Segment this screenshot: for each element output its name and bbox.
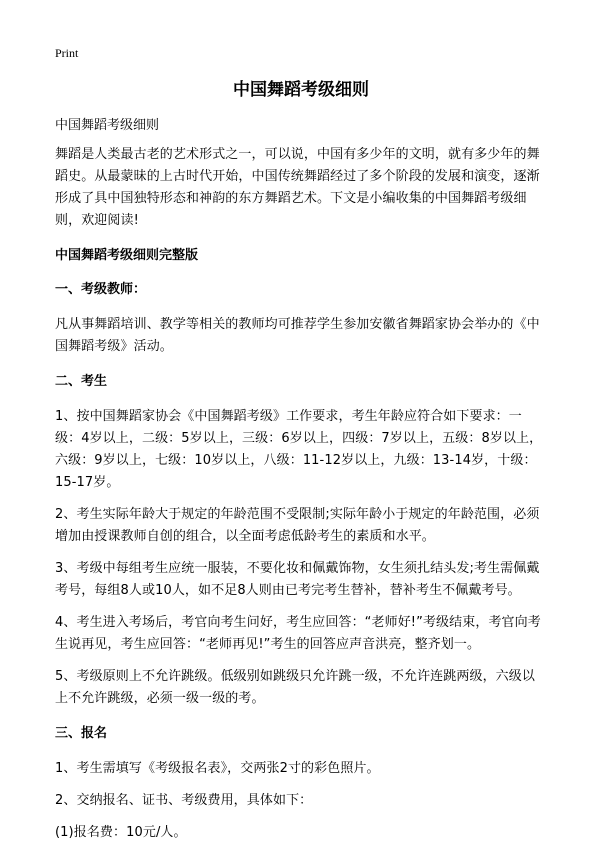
section-heading-registration: 三、报名	[55, 726, 108, 741]
registration-fee: (1)报名费：10元/人。	[55, 825, 187, 840]
teachers-paragraph: 凡从事舞蹈培训、教学等相关的教师均可推荐学生参加安徽省舞蹈家协会举办的《中国舞蹈考级》活动。	[55, 317, 540, 354]
section-heading-teachers: 一、考级教师：	[55, 282, 147, 297]
document-body	[55, 78, 547, 854]
registration-item-1: 1、考生需填写《考级报名表》，交两张2寸的彩色照片。	[55, 761, 380, 776]
full-version-heading: 中国舞蹈考级细则完整版	[55, 248, 199, 263]
registration-item-2: 2、交纳报名、证书、考级费用，具体如下：	[55, 793, 313, 808]
section-heading-candidates: 二、考生	[55, 374, 108, 389]
intro-paragraph: 舞蹈是人类最古老的艺术形式之一，可以说，中国有多少年的文明，就有多少年的舞蹈史。从最蒙昧的上古时代开始，中国传统舞蹈经过了多个阶段的发展和演变，逐渐形成了具中国独特形态和神韵的东方舞蹈艺术。下文是小编收集的中国舞蹈考级细则，欢迎阅读!	[55, 147, 540, 228]
print-link[interactable]: Print	[55, 46, 79, 60]
candidates-rule-5: 5、考级原则上不允许跳级。低级别如跳级只允许跳一级，不允许连跳两级，六级以上不允许跳级，必须一级一级的考。	[55, 669, 535, 706]
candidates-rule-2: 2、考生实际年龄大于规定的年龄范围不受限制;实际年龄小于规定的年龄范围，必须增加由授课教师自创的组合，以全面考虑低龄考生的素质和水平。	[55, 507, 540, 544]
candidates-rule-1: 1、按中国舞蹈家协会《中国舞蹈考级》工作要求，考生年龄应符合如下要求：一级：4岁以上，二级：5岁以上，三级：6岁以上，四级：7岁以上，五级：8岁以上，六级：9岁以上，七级：10岁以上，八级：11-12岁以上，九级：13-14岁，十级：15-17岁。	[55, 409, 543, 490]
candidates-rule-4: 4、考生进入考场后，考官向考生问好，考生应回答：“老师好!”考级结束，考官向考生说再见，考生应回答：“老师再见!”考生的回答应声音洪亮，整齐划一。	[55, 615, 541, 652]
page-title: 中国舞蹈考级细则	[233, 80, 369, 100]
candidates-rule-3: 3、考级中每组考生应统一服装，不要化妆和佩戴饰物，女生须扎结头发;考生需佩戴考号，每组8人或10人，如不足8人则由已考完考生替补，替补考生不佩戴考号。	[55, 561, 540, 598]
document-subtitle: 中国舞蹈考级细则	[55, 118, 160, 133]
